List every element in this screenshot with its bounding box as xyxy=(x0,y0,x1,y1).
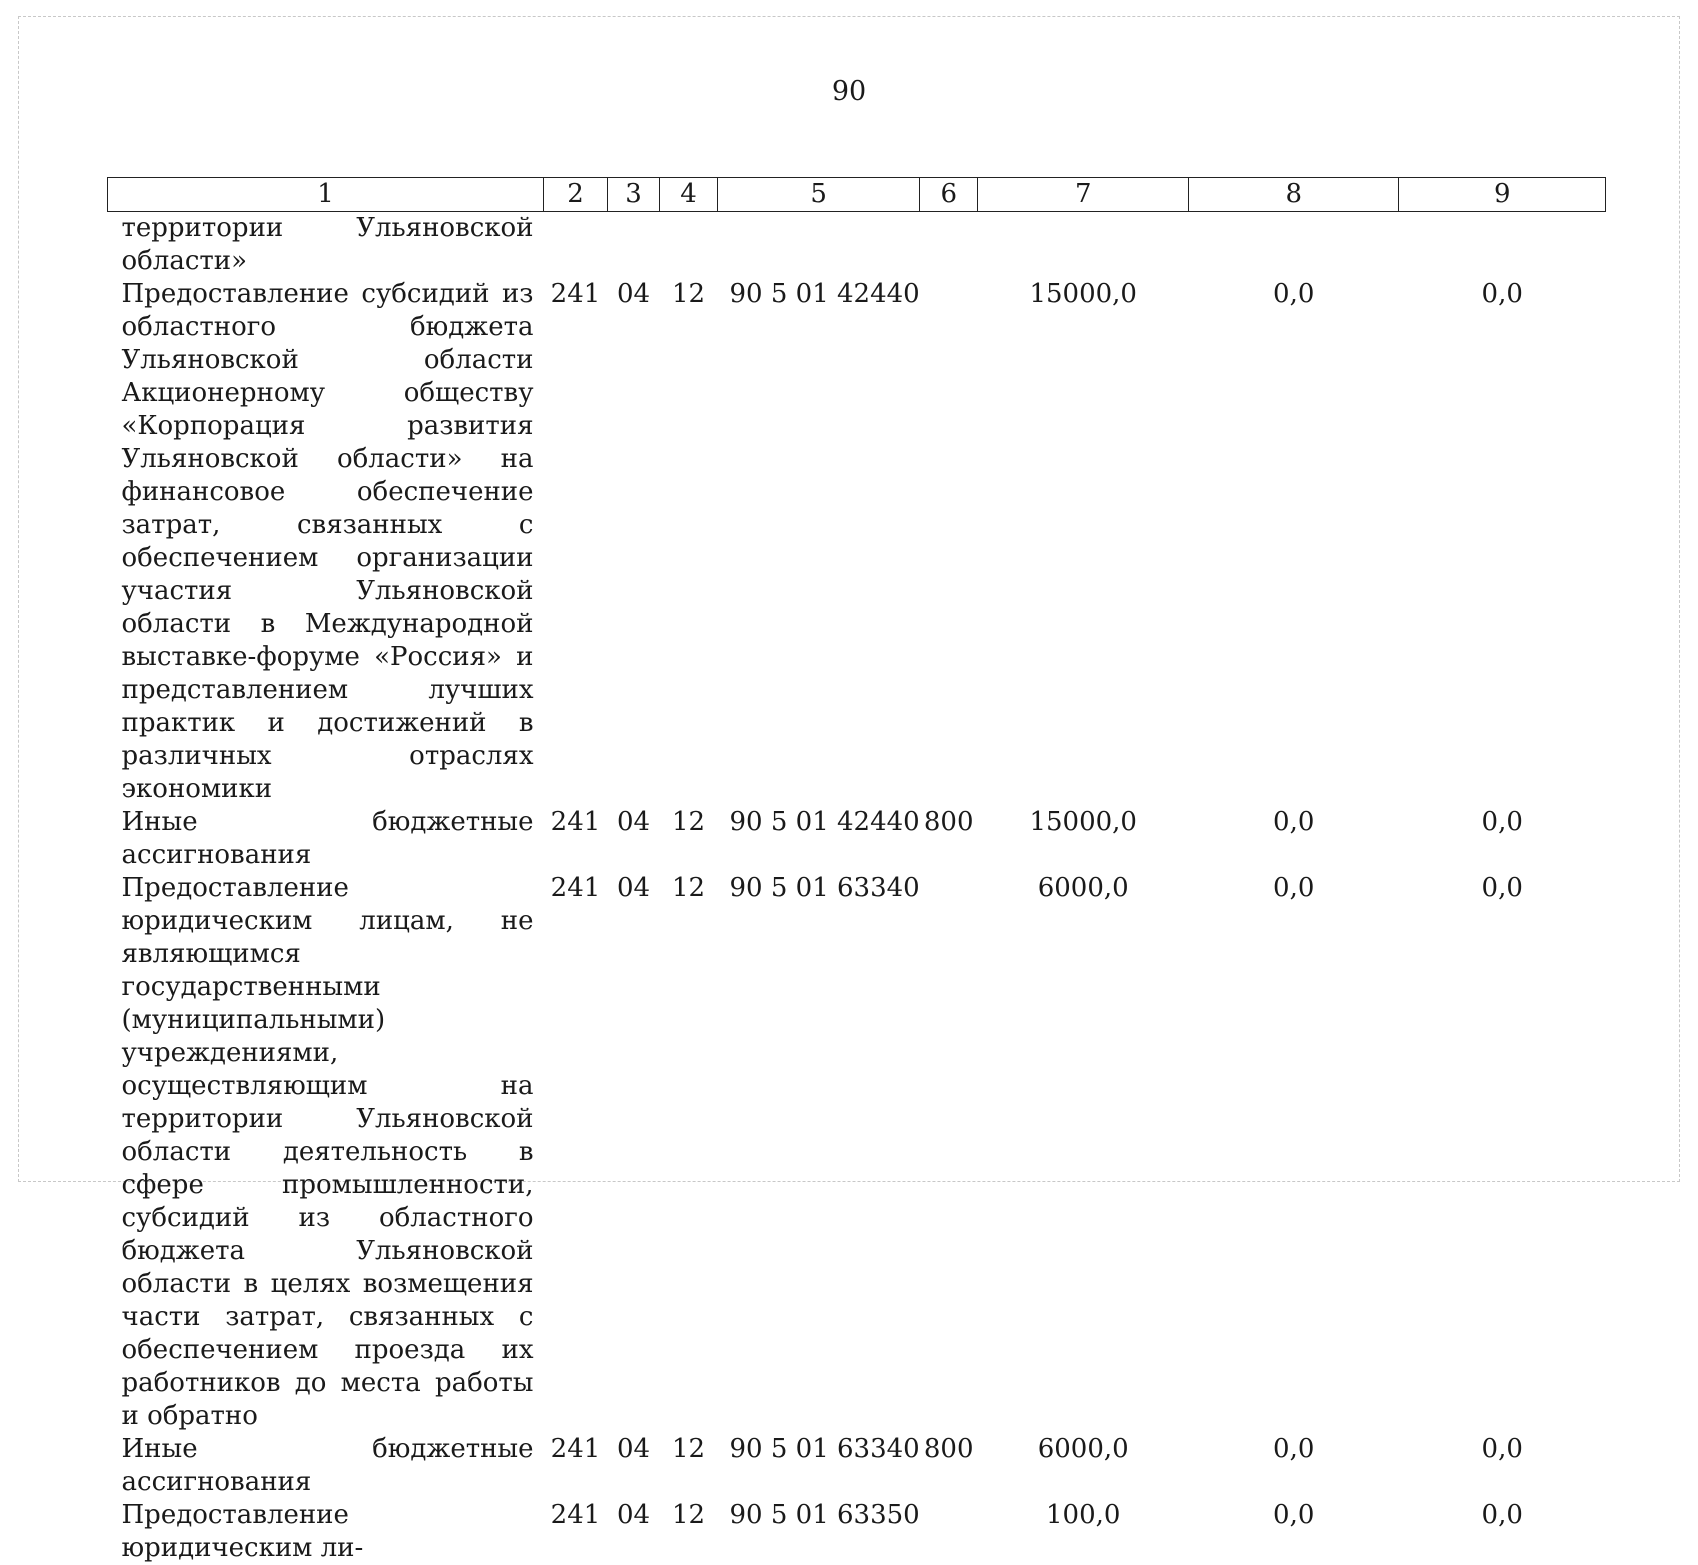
row-col-4: 12 xyxy=(660,806,718,872)
budget-table xyxy=(107,177,1606,1565)
header-col-6: 6 xyxy=(920,178,978,212)
row-col-3: 04 xyxy=(608,872,660,1433)
row-description: территории Ульяновской области» xyxy=(108,212,544,279)
row-col-6: 800 xyxy=(920,1433,978,1499)
header-col-5: 5 xyxy=(718,178,920,212)
row-col-9 xyxy=(1399,212,1606,279)
table-row xyxy=(108,278,1606,806)
header-col-1: 1 xyxy=(108,178,544,212)
row-col-2: 241 xyxy=(544,1433,608,1499)
row-col-3: 04 xyxy=(608,1433,660,1499)
row-col-9: 0,0 xyxy=(1399,1433,1606,1499)
row-col-8 xyxy=(1189,212,1399,279)
row-col-9: 0,0 xyxy=(1399,1499,1606,1565)
row-col-9: 0,0 xyxy=(1399,806,1606,872)
row-col-7: 15000,0 xyxy=(978,278,1189,806)
table-row xyxy=(108,212,1606,279)
header-col-3: 3 xyxy=(608,178,660,212)
row-col-2: 241 xyxy=(544,806,608,872)
row-col-8: 0,0 xyxy=(1189,278,1399,806)
row-col-5: 90 5 01 63340 xyxy=(718,1433,920,1499)
row-col-8: 0,0 xyxy=(1189,872,1399,1433)
header-col-9: 9 xyxy=(1399,178,1606,212)
row-col-5: 90 5 01 42440 xyxy=(718,278,920,806)
row-col-4: 12 xyxy=(660,1499,718,1565)
header-col-7: 7 xyxy=(978,178,1189,212)
header-col-4: 4 xyxy=(660,178,718,212)
row-description: Иные бюджетные ассигнования xyxy=(108,806,544,872)
row-col-6 xyxy=(920,212,978,279)
row-col-9: 0,0 xyxy=(1399,872,1606,1433)
header-row xyxy=(108,178,1606,212)
row-col-3 xyxy=(608,212,660,279)
row-col-5 xyxy=(718,212,920,279)
row-col-2: 241 xyxy=(544,278,608,806)
row-col-5: 90 5 01 63340 xyxy=(718,872,920,1433)
header-col-8: 8 xyxy=(1189,178,1399,212)
row-description: Предоставление юридическим лицам, не являющимся государственными (муниципальными) учреждениями, осуществляющим на территории Ульяновской области деятельность в сфере промышленности, субсидий из областного бюджета Ульяновской области в целях возмещения части затрат, связанных с обеспечением проезда их работников до места работы и обратно xyxy=(108,872,544,1433)
row-description: Предоставление юридическим ли- xyxy=(108,1499,544,1565)
table-row xyxy=(108,806,1606,872)
table-header xyxy=(108,178,1606,212)
row-col-5: 90 5 01 63350 xyxy=(718,1499,920,1565)
row-col-4: 12 xyxy=(660,872,718,1433)
row-col-7: 6000,0 xyxy=(978,1433,1189,1499)
row-col-7 xyxy=(978,212,1189,279)
page-number: 90 xyxy=(0,72,1698,112)
row-col-2: 241 xyxy=(544,872,608,1433)
row-col-3: 04 xyxy=(608,806,660,872)
table-row xyxy=(108,1433,1606,1499)
row-col-8: 0,0 xyxy=(1189,1499,1399,1565)
row-col-5: 90 5 01 42440 xyxy=(718,806,920,872)
row-description: Иные бюджетные ассигнования xyxy=(108,1433,544,1499)
row-col-2: 241 xyxy=(544,1499,608,1565)
row-col-7: 15000,0 xyxy=(978,806,1189,872)
row-col-8: 0,0 xyxy=(1189,806,1399,872)
row-col-9: 0,0 xyxy=(1399,278,1606,806)
row-col-6 xyxy=(920,278,978,806)
table-row xyxy=(108,1499,1606,1565)
row-col-4: 12 xyxy=(660,278,718,806)
row-col-8: 0,0 xyxy=(1189,1433,1399,1499)
table-body xyxy=(108,212,1606,1565)
table-row xyxy=(108,872,1606,1433)
row-col-7: 100,0 xyxy=(978,1499,1189,1565)
row-col-4: 12 xyxy=(660,1433,718,1499)
row-description: Предоставление субсидий из областного бюджета Ульяновской области Акционерному обществу «Корпорация развития Ульяновской области» на финансовое обеспечение затрат, связанных с обеспечением организации участия Ульяновской области в Международной выставке-форуме «Россия» и представлением лучших практик и достижений в различных отраслях экономики xyxy=(108,278,544,806)
row-col-6: 800 xyxy=(920,806,978,872)
row-col-2 xyxy=(544,212,608,279)
row-col-6 xyxy=(920,872,978,1433)
row-col-7: 6000,0 xyxy=(978,872,1189,1433)
row-col-4 xyxy=(660,212,718,279)
row-col-3: 04 xyxy=(608,1499,660,1565)
header-col-2: 2 xyxy=(544,178,608,212)
row-col-6 xyxy=(920,1499,978,1565)
row-col-3: 04 xyxy=(608,278,660,806)
